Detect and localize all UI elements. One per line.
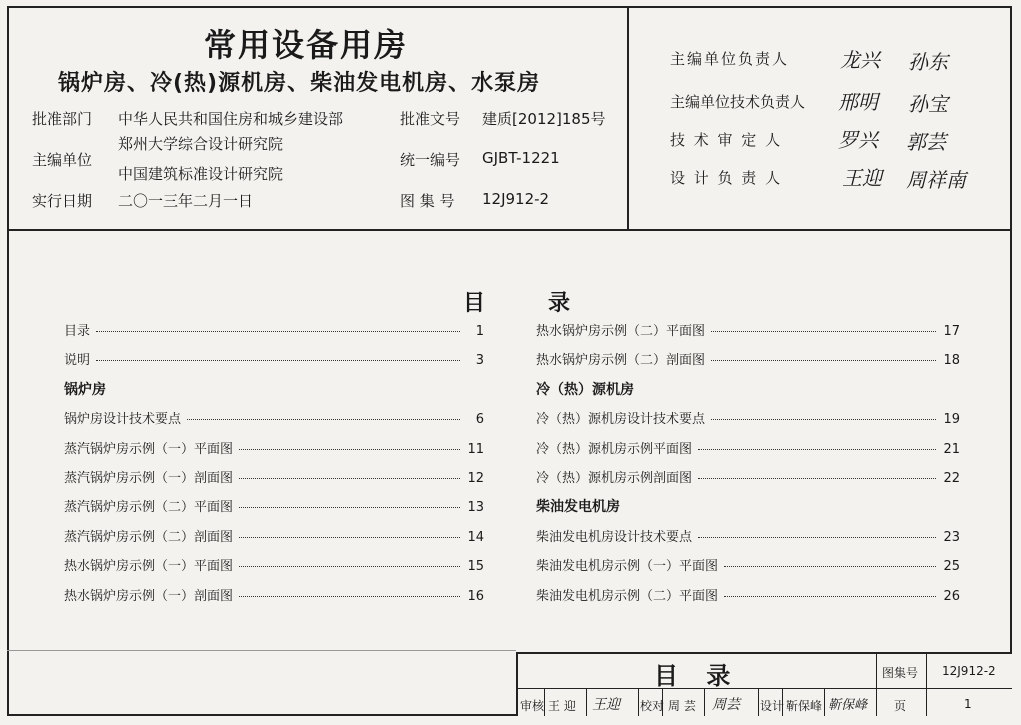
unified-no-label: 统一编号 (400, 151, 461, 169)
check-name: 周 芸 (668, 699, 696, 713)
review-name: 王 迎 (548, 699, 576, 713)
toc-entry[interactable] (536, 467, 960, 489)
atlas-no-label: 图 集 号 (400, 192, 455, 210)
signature-role: 技 术 审 定 人 (670, 131, 783, 149)
toc-entry-page: 6 (475, 412, 484, 428)
toc-entry-title: 蒸汽锅炉房示例（二）剖面图 (64, 529, 234, 545)
toc-entry[interactable] (536, 438, 960, 460)
review-signature: 王迎 (592, 697, 620, 713)
atlas-subtitle: 锅炉房、冷(热)源机房、柴油发电机房、水泵房 (58, 71, 541, 96)
toc-entry-page: 3 (475, 353, 484, 369)
toc-right-column (536, 320, 960, 604)
header-divider-horizontal (7, 229, 1012, 231)
title-block-col-divider (544, 689, 545, 716)
toc-leader-dots (239, 478, 460, 479)
toc-entry-title: 柴油发电机房示例（一）平面图 (536, 559, 719, 575)
toc-entry-page: 13 (467, 500, 484, 516)
toc-entry-page: 14 (467, 529, 484, 545)
toc-entry-title: 锅炉房 (64, 381, 106, 398)
signature-name: 孙东 (908, 50, 948, 74)
title-block-col-divider (638, 689, 639, 716)
toc-entry-title: 冷（热）源机房示例平面图 (536, 441, 693, 457)
toc-entry-title: 蒸汽锅炉房示例（一）平面图 (64, 441, 234, 457)
toc-entry-title: 柴油发电机房 (536, 499, 620, 516)
toc-leader-dots (239, 537, 460, 538)
toc-heading-left: 目 (463, 291, 486, 316)
toc-leader-dots (96, 360, 460, 361)
toc-leader-dots (239, 596, 460, 597)
title-block (516, 652, 1012, 716)
toc-entry-title: 冷（热）源机房 (536, 381, 634, 398)
toc-entry-title: 蒸汽锅炉房示例（一）剖面图 (64, 471, 234, 486)
signature-name: 罗兴 (838, 128, 878, 152)
approval-doc-label: 批准文号 (400, 110, 461, 128)
signature-name: 周祥南 (906, 168, 966, 192)
approval-doc-value: 建质[2012]185号 (482, 110, 606, 128)
signature-role: 设 计 负 责 人 (670, 169, 783, 187)
toc-left-column (64, 320, 484, 604)
toc-entry[interactable] (536, 408, 960, 430)
toc-leader-dots (711, 331, 936, 332)
toc-entry-page: 23 (943, 529, 960, 545)
atlas-no-value: 12J912-2 (942, 664, 996, 678)
toc-entry[interactable] (64, 496, 484, 518)
toc-leader-dots (96, 331, 460, 332)
signature-name: 王迎 (842, 166, 882, 190)
toc-entry-title: 冷（热）源机房设计技术要点 (536, 412, 706, 428)
toc-entry-title: 锅炉房设计技术要点 (64, 412, 182, 428)
signature-role: 主编单位技术负责人 (670, 93, 806, 111)
toc-entry-title: 柴油发电机房示例（二）平面图 (536, 588, 719, 604)
bottom-divider (7, 650, 516, 651)
toc-entry-page: 18 (943, 353, 960, 369)
toc-entry-title: 热水锅炉房示例（一）平面图 (64, 559, 234, 575)
toc-entry-page: 12 (467, 471, 484, 486)
toc-entry[interactable] (64, 555, 484, 577)
toc-entry-title: 目录 (64, 324, 91, 339)
toc-leader-dots (711, 419, 936, 420)
toc-entry-page: 25 (943, 559, 960, 575)
check-signature: 周芸 (712, 697, 740, 713)
impl-date-value: 二〇一三年二月一日 (118, 192, 254, 210)
toc-entry-title: 柴油发电机房设计技术要点 (536, 529, 693, 545)
design-label: 设计 (760, 699, 785, 713)
toc-leader-dots (187, 419, 460, 420)
toc-entry-title: 冷（热）源机房示例剖面图 (536, 471, 693, 486)
toc-entry-page: 1 (475, 324, 484, 339)
toc-entry[interactable] (536, 526, 960, 548)
toc-leader-dots (239, 507, 460, 508)
review-label: 审核 (520, 699, 545, 713)
toc-entry-title: 说明 (64, 353, 91, 369)
editor-label: 主编单位 (32, 151, 93, 169)
toc-entry-page: 16 (467, 588, 484, 604)
unified-no-value: GJBT-1221 (482, 149, 560, 167)
title-block-col-divider (704, 689, 705, 716)
title-block-col-divider (876, 654, 877, 716)
toc-leader-dots (698, 537, 936, 538)
atlas-no-value: 12J912-2 (482, 190, 550, 208)
toc-entry-page: 19 (943, 412, 960, 428)
check-label: 校对 (640, 699, 665, 713)
toc-entry-page: 11 (467, 441, 484, 457)
toc-entry-title: 蒸汽锅炉房示例（二）平面图 (64, 500, 234, 516)
toc-entry[interactable] (64, 320, 484, 342)
toc-entry[interactable] (536, 555, 960, 577)
title-block-col-divider (824, 689, 825, 716)
toc-leader-dots (711, 360, 936, 361)
approval-dept-label: 批准部门 (32, 110, 93, 128)
atlas-no-label: 图集号 (882, 666, 919, 680)
signature-name: 龙兴 (840, 48, 880, 72)
toc-entry[interactable] (64, 467, 484, 489)
impl-date-label: 实行日期 (32, 192, 93, 210)
editor-value-2: 中国建筑标准设计研究院 (118, 165, 284, 183)
toc-entry-page: 17 (943, 324, 960, 339)
editor-value-1: 郑州大学综合设计研究院 (118, 135, 284, 153)
title-block-col-divider (758, 689, 759, 716)
title-block-col-divider (586, 689, 587, 716)
toc-heading-right: 录 (548, 291, 571, 316)
toc-entry[interactable] (64, 408, 484, 430)
title-block-row-divider (518, 688, 1012, 689)
page-label: 页 (894, 699, 907, 713)
toc-entry-page: 15 (467, 559, 484, 575)
toc-entry-title: 热水锅炉房示例（一）剖面图 (64, 588, 234, 604)
approval-dept-value: 中华人民共和国住房和城乡建设部 (118, 110, 344, 128)
toc-leader-dots (239, 566, 460, 567)
toc-entry[interactable] (64, 438, 484, 460)
sheet-title: 目 录 (654, 662, 741, 690)
toc-entry[interactable] (536, 349, 960, 371)
toc-leader-dots (698, 478, 936, 479)
atlas-title: 常用设备用房 (204, 26, 409, 64)
title-block-col-divider (926, 654, 927, 716)
toc-entry-page: 21 (943, 441, 960, 457)
signature-name: 邢明 (838, 90, 878, 114)
toc-entry-title: 热水锅炉房示例（二）平面图 (536, 324, 706, 339)
design-name: 靳保峰 (786, 699, 823, 713)
header-divider-vertical (627, 6, 629, 230)
signature-name: 孙宝 (908, 92, 948, 116)
toc-entry[interactable] (536, 320, 960, 342)
toc-leader-dots (724, 596, 936, 597)
toc-section-heading (536, 379, 960, 401)
toc-entry-title: 热水锅炉房示例（二）剖面图 (536, 353, 706, 369)
toc-entry-page: 26 (943, 588, 960, 604)
toc-section-heading (64, 379, 484, 401)
toc-entry[interactable] (536, 585, 960, 607)
toc-entry[interactable] (64, 349, 484, 371)
toc-leader-dots (724, 566, 936, 567)
signature-name: 郭芸 (906, 130, 946, 154)
page-value: 1 (964, 697, 972, 711)
toc-entry-page: 22 (943, 471, 960, 486)
toc-leader-dots (698, 449, 936, 450)
toc-leader-dots (239, 449, 460, 450)
toc-section-heading (536, 496, 960, 518)
toc-entry[interactable] (64, 585, 484, 607)
toc-entry[interactable] (64, 526, 484, 548)
signature-role: 主编单位负责人 (670, 50, 790, 68)
design-signature: 靳保峰 (828, 698, 868, 713)
